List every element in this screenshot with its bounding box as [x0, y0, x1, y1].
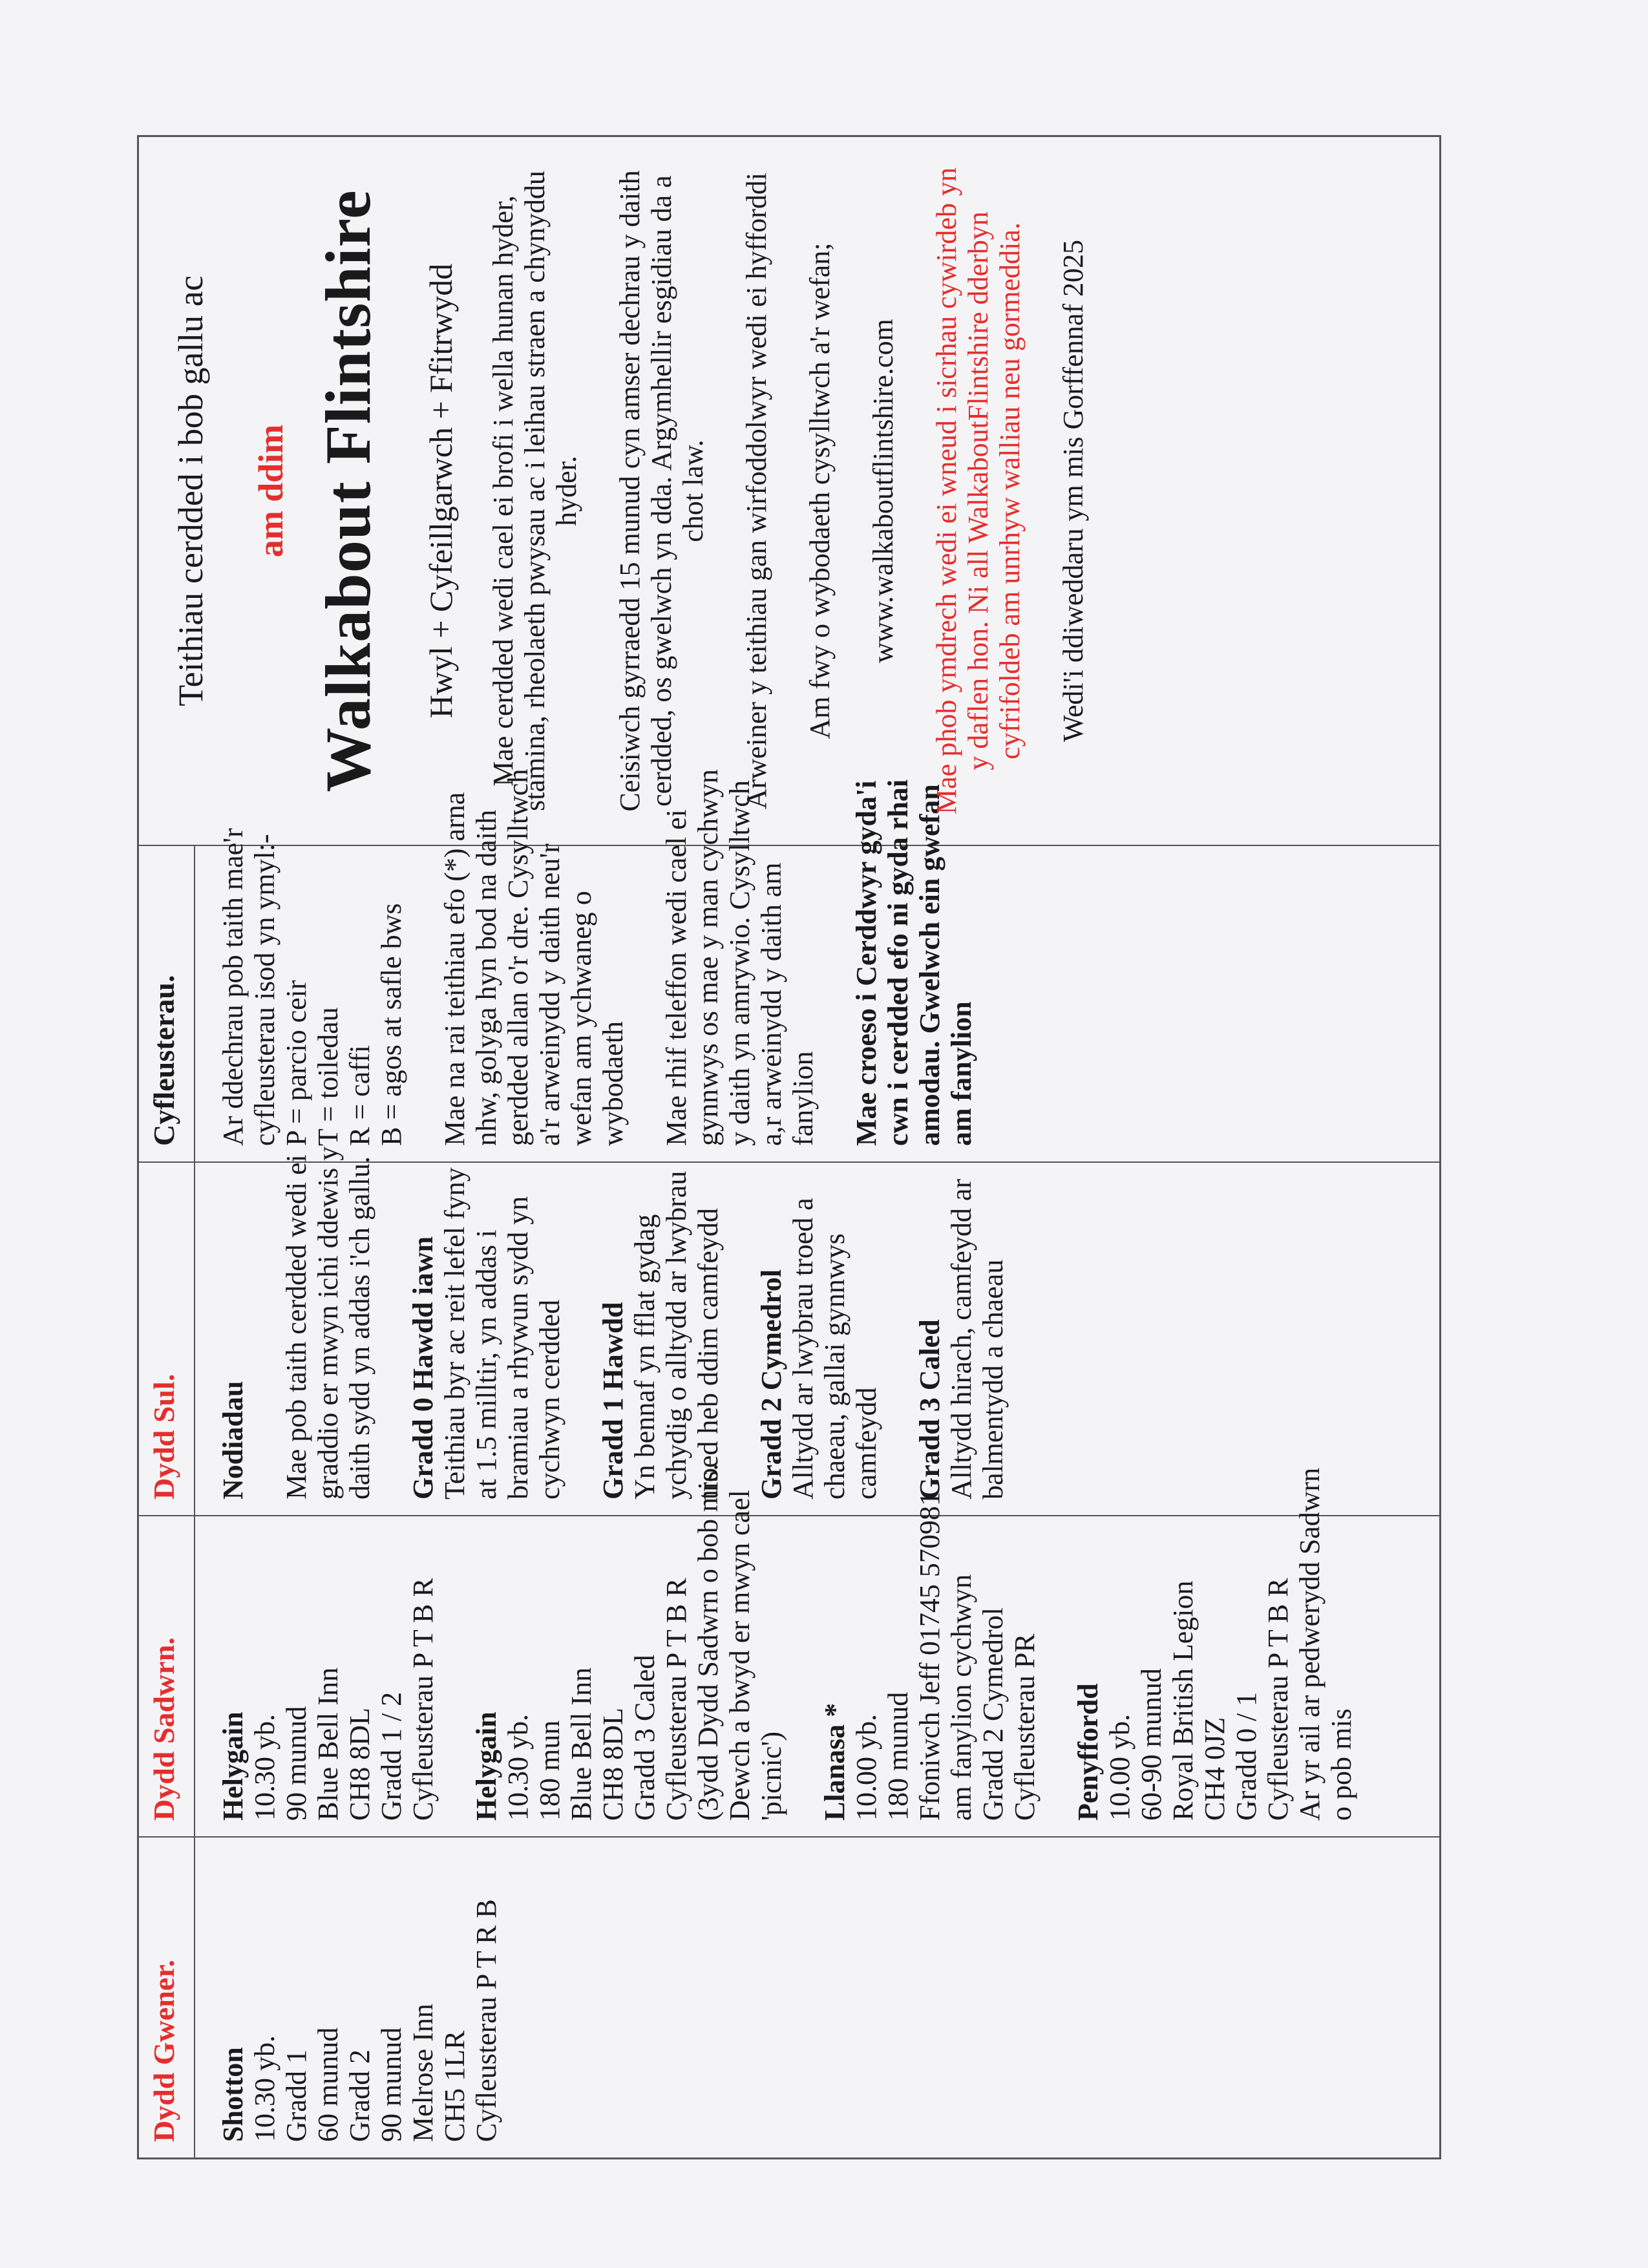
note-line: Mae pob taith cerdded wedi ei — [280, 1154, 312, 1500]
walk-line: Blue Bell Inn — [565, 1667, 597, 1821]
walk-block — [470, 1463, 787, 1821]
grade-line: Yn bennaf yn fflat gydag — [629, 1214, 660, 1500]
walk-title: Helygain — [217, 1712, 249, 1821]
walk-line: Gradd 0 / 1 — [1231, 1691, 1262, 1821]
front-panel — [139, 137, 1439, 845]
info-line: T = toiledau — [312, 1007, 344, 1146]
grade-line: bramiau a rhywun sydd yn — [502, 1196, 534, 1500]
grade-line: cychwyn cerdded — [534, 1299, 565, 1500]
note-block — [217, 1146, 375, 1500]
grade-title: Gradd 2 Cymedrol — [755, 1269, 787, 1500]
walk-block — [217, 1524, 439, 1821]
walk-line: Cyfleusterau P T R B — [470, 1899, 502, 2142]
walk-line: Cyfleusterau P T B R — [407, 1578, 439, 1821]
info-line: y daith yn amrywio. Cysylltwch — [724, 780, 755, 1146]
walk-title: Penyffordd — [1072, 1683, 1104, 1821]
grade-title: Gradd 0 Hawdd iawn — [407, 1236, 439, 1500]
arrival-text: Ceisiwch gyrraedd 15 munud cyn amser dechrau y daith cerdded, os gwelwch yn dda. Argymhellir esgidiau da a chot law. — [614, 170, 709, 812]
column-body — [195, 768, 1009, 1161]
grade-line: balmentydd a chaeau — [977, 1259, 1009, 1500]
leaders-text: Arweiner y teithiau gan wirfoddolwyr wedi ei hyfforddi — [741, 172, 772, 810]
walk-line: o pob mis — [1326, 1708, 1357, 1821]
grade-block — [597, 1171, 724, 1500]
walk-line: 10.30 yb. — [249, 2035, 280, 2142]
grade-block — [407, 1167, 565, 1500]
grade-line: at 1.5 milltir, yn addas i — [470, 1229, 502, 1500]
column-heading: Cyfleusterau. — [139, 846, 195, 1161]
grade-block — [755, 1171, 882, 1500]
info-line: R = caffi — [344, 1045, 375, 1146]
column-friday — [139, 1836, 1439, 2157]
info-line: gerdded allan o'r dre. Cysylltwch — [502, 768, 534, 1146]
info-line: gynnwys os mae y man cychwyn — [692, 769, 724, 1146]
walk-line: Ar yr ail ar pedwerydd Sadwrn — [1294, 1467, 1326, 1821]
walk-line: 60-90 munud — [1136, 1668, 1167, 1821]
info-block — [850, 779, 977, 1146]
brand-title: Walkabout Flintshire — [312, 189, 384, 792]
grade-line: ychydig o alltydd ar lwybrau — [660, 1171, 692, 1500]
walk-line: CH8 8DL — [344, 1708, 375, 1821]
grade-title: Gradd 3 Caled — [914, 1319, 945, 1500]
walk-line: 10.30 yb. — [502, 1714, 534, 1821]
info-line: Mae rhif teleffon wedi cael ei — [660, 809, 692, 1146]
panel-body — [139, 137, 1121, 845]
column-heading: Dydd Sadwrn. — [139, 1516, 195, 1836]
column-heading: Dydd Sul. — [139, 1163, 195, 1515]
walk-line: 180 munud — [882, 1691, 914, 1821]
grade-line: troed heb ddim camfeydd — [692, 1208, 724, 1500]
walk-line: Gradd 3 Caled — [629, 1655, 660, 1821]
walk-line: am fanylion cychwyn — [945, 1574, 977, 1821]
walk-line: CH4 0JZ — [1199, 1717, 1231, 1821]
walk-title: Shotton — [217, 2047, 249, 2142]
walk-line: 10.30 yb. — [249, 1714, 280, 1821]
disclaimer-text: Mae phob ymdrech wedi ei wneud i sicrhau cywirdeb yn y daflen hon. Ni all WalkaboutFlintshire dderbyn cyfrifoldeb am unrhyw walliau neu gormeddia. — [931, 167, 1026, 814]
column-sunday — [139, 1146, 1439, 1515]
walk-line: 90 munud — [280, 1706, 312, 1821]
walk-block — [1072, 1467, 1357, 1821]
updated-text: Wedi'i ddiweddaru ym mis Gorffennaf 2025 — [1057, 239, 1089, 743]
column-saturday — [139, 1463, 1439, 1836]
info-block — [217, 828, 407, 1146]
walk-line: Blue Bell Inn — [312, 1667, 344, 1821]
info-block — [660, 769, 819, 1146]
grade-block — [914, 1171, 1009, 1500]
website-url: www.walkaboutflintshire.com — [867, 319, 899, 663]
walk-line: Cyfleusterau PR — [1009, 1633, 1041, 1821]
note-line: graddio er mwyn ichi ddewis y — [312, 1146, 344, 1500]
walk-line: 60 munud — [312, 2027, 344, 2142]
info-line: amodau. Gwelwch ein gwefan — [914, 784, 945, 1146]
note-line: daith sydd yn addas i'ch gallu. — [344, 1156, 375, 1500]
note-title: Nodiadau — [217, 1381, 249, 1500]
walk-title: Helygain — [470, 1712, 502, 1821]
info-line: Mae croeso i Cerddwyr gyda'i — [850, 780, 882, 1146]
info-line: P = parcio ceir — [280, 980, 312, 1146]
info-line: Ar ddechrau pob taith mae'r — [217, 828, 249, 1146]
walk-line: CH8 8DL — [597, 1708, 629, 1821]
walk-title: Llanasa * — [819, 1702, 850, 1821]
walk-line: Cyfleusterau P T B R — [660, 1578, 692, 1821]
column-body — [195, 1463, 1389, 1836]
info-line: nhw, golyga hyn bod na daith — [470, 809, 502, 1146]
info-line: wefan am ychwaneg o — [565, 891, 597, 1146]
grade-line: Alltydd hirach, camfeydd ar — [945, 1178, 977, 1500]
info-line: wybodaeth — [597, 1021, 629, 1146]
grade-line: Teithiau byr ac reit lefel fyny — [439, 1167, 470, 1500]
walk-line: Ffoniwch Jeff 01745 570981 — [914, 1492, 945, 1821]
walk-line: 'picnic') — [755, 1731, 787, 1821]
walk-line: Cyfleusterau P T B R — [1262, 1578, 1294, 1821]
column-facilities — [139, 768, 1439, 1161]
info-line: am fanylion — [945, 1001, 977, 1146]
walk-line: 90 munud — [375, 2027, 407, 2142]
walk-line: (3ydd Dydd Sadwrn o bob mis. — [692, 1463, 724, 1821]
walk-line: 10.00 yb. — [850, 1714, 882, 1821]
free-label: am ddim — [251, 424, 290, 558]
info-line: cyfleusterau isod yn ymyl:- — [249, 834, 280, 1146]
walk-line: Royal British Legion — [1167, 1580, 1199, 1821]
info-line: B = agos at safle bws — [375, 903, 407, 1146]
walk-line: CH5 1LR — [439, 2030, 470, 2142]
walk-line: Gradd 1 — [280, 2050, 312, 2142]
info-block — [439, 768, 629, 1146]
walk-line: 180 mun — [534, 1720, 565, 1821]
walk-block — [217, 1845, 502, 2142]
grade-title: Gradd 1 Hawdd — [597, 1302, 629, 1500]
info-line: fanylion — [787, 1051, 819, 1146]
benefits-text: Mae cerdded wedi cael ei brofi i wella hunan hyder, stamina, rheolaeth pwysau ac i leihau straen a chynyddu hyder. — [487, 171, 582, 811]
leaflet-table — [137, 135, 1441, 2159]
note-line — [249, 1171, 280, 1500]
column-body — [195, 1838, 534, 2157]
slogan: Hwyl + Cyfeillgarwch + Ffitrwydd — [423, 263, 459, 719]
grade-line: chaeau, gallai gynnwys — [819, 1233, 850, 1500]
walk-line: Gradd 2 — [344, 2050, 375, 2142]
info-line: cwn i cerdded efo ni gyda rhai — [882, 779, 914, 1146]
info-line: a'r arweinydd y daith neu'r — [534, 843, 565, 1146]
walk-line: Gradd 1 / 2 — [375, 1691, 407, 1821]
walk-line: Gradd 2 Cymedrol — [977, 1607, 1009, 1821]
column-heading: Dydd Gwener. — [139, 1838, 195, 2157]
grade-line: Alltydd ar lwybrau troed a — [787, 1198, 819, 1500]
walk-line: 10.00 yb. — [1104, 1714, 1136, 1821]
info-line: Mae na rai teithiau efo (*) arna — [439, 792, 470, 1146]
contact-text: Am fwy o wybodaeth cysylltwch a'r wefan; — [804, 242, 836, 739]
tagline: Teithiau cerdded i bob gallu ac — [171, 275, 210, 706]
info-line: a,r arweinydd y daith am — [755, 862, 787, 1146]
walk-block — [819, 1492, 1041, 1821]
grade-line: camfeydd — [850, 1387, 882, 1500]
column-body — [195, 1146, 1041, 1515]
walk-line: Melrose Inn — [407, 2004, 439, 2142]
walk-line: Dewch a bwyd er mwyn cael — [724, 1490, 755, 1821]
